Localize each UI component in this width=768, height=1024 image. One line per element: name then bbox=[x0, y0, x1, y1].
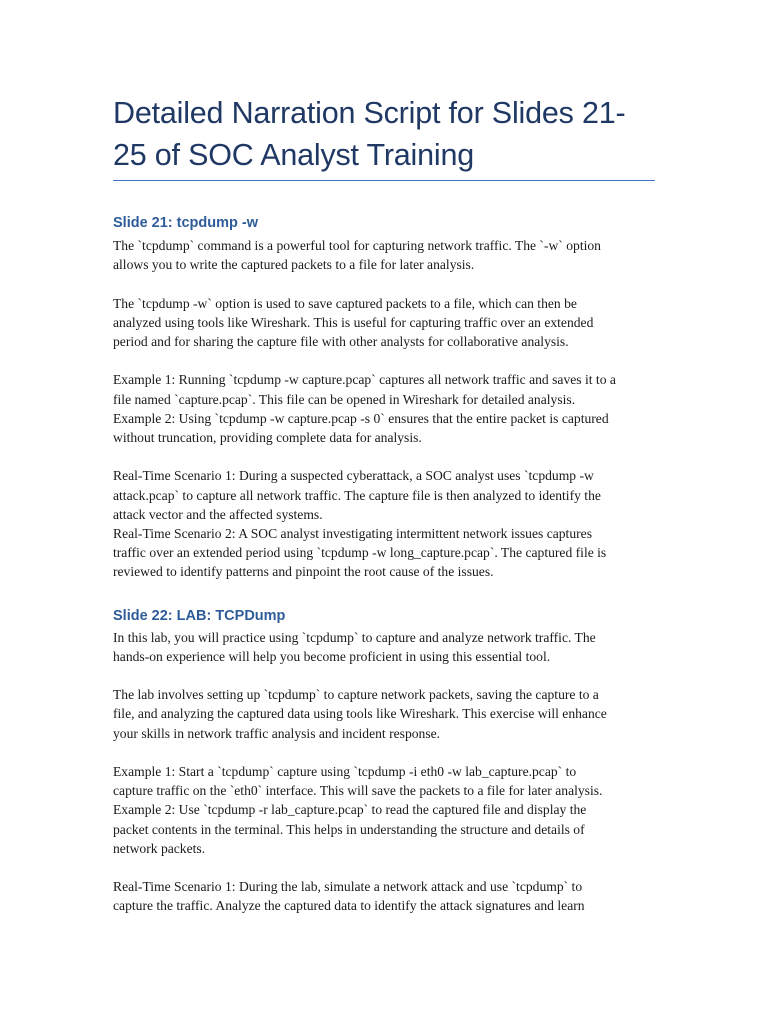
paragraph: The `tcpdump` command is a powerful tool for capturing network traffic. The `-w` option allows you to write the captured packets to a file for later analysis. bbox=[113, 238, 601, 273]
paragraph-gap bbox=[113, 743, 655, 762]
paragraph: The `tcpdump -w` option is used to save captured packets to a file, which can then be analyzed using tools like Wireshark. This is useful for capturing traffic over an extended period and for sharing the capture file with other analysts for collaborative analysis. bbox=[113, 295, 594, 349]
title-underline bbox=[113, 180, 655, 181]
paragraph: Real-Time Scenario 1: During the lab, simulate a network attack and use `tcpdump` to capture the traffic. Analyze the captured data to identify the attack signatures and learn bbox=[113, 879, 585, 914]
paragraph-gap bbox=[113, 858, 655, 877]
section-heading-slide-22: Slide 22: LAB: TCPDump bbox=[113, 607, 286, 624]
paragraph: Example 1: Running `tcpdump -w capture.pcap` captures all network traffic and saves it to a file named `capture.pcap`. This file can be opened in Wireshark for detailed analysis. Example 2: Using `tcpdump -w capture.pcap -s 0` ensures that the entire packet is captured without truncation, providing complete data for analysis. bbox=[113, 372, 616, 445]
paragraph-gap bbox=[113, 351, 655, 370]
paragraph-gap bbox=[113, 666, 655, 685]
paragraph: Example 1: Start a `tcpdump` capture using `tcpdump -i eth0 -w lab_capture.pcap` to capture traffic on the `eth0` interface. This will save the packets to a file for later analysis. Example 2: Use `tcpdump -r lab_capture.pcap` to read the captured file and display the packet contents in the terminal. This helps in understanding the structure and details of network packets. bbox=[113, 764, 603, 856]
document-title: Detailed Narration Script for Slides 21-25 of SOC Analyst Training bbox=[113, 96, 626, 172]
section-heading-slide-21: Slide 21: tcpdump -w bbox=[113, 215, 259, 231]
paragraph: The lab involves setting up `tcpdump` to capture network packets, saving the capture to a file, and analyzing the captured data using tools like Wireshark. This exercise will enhance your skills in network traffic analysis and incident response. bbox=[113, 687, 607, 741]
paragraph: Real-Time Scenario 1: During a suspected cyberattack, a SOC analyst uses `tcpdump -w attack.pcap` to capture all network traffic. The capture file is then analyzed to identify the attack vector and the affected systems. Real-Time Scenario 2: A SOC analyst investigating intermittent network issues captures traffic over an extended period using `tcpdump -w long_capture.pcap`. The captured file is reviewed to identify patterns and pinpoint the root cause of the issues. bbox=[113, 468, 607, 580]
paragraph-gap bbox=[113, 274, 655, 293]
paragraph: In this lab, you will practice using `tcpdump` to capture and analyze network traffic. The hands-on experience will help you become proficient in using this essential tool. bbox=[113, 629, 596, 664]
paragraph-gap bbox=[113, 447, 655, 466]
document-page bbox=[113, 92, 655, 916]
